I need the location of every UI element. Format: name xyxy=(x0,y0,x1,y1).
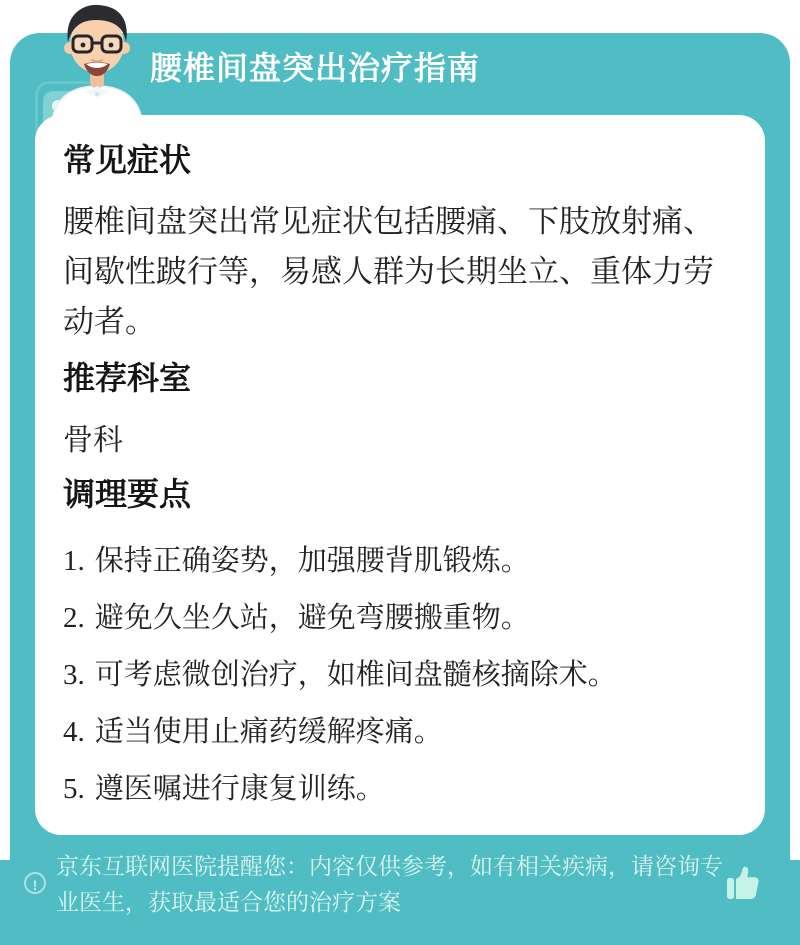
care-points-list xyxy=(63,541,737,809)
list-item xyxy=(63,655,737,695)
list-item-number: 2. xyxy=(63,602,85,634)
content-card xyxy=(35,115,765,835)
info-exclamation-icon: ! xyxy=(24,872,46,894)
list-item xyxy=(63,598,737,638)
section-body-department: 骨科 xyxy=(63,424,123,457)
list-item-number: 3. xyxy=(63,659,85,691)
page-title: 腰椎间盘突出治疗指南 xyxy=(150,50,481,86)
list-item-text: 遵医嘱进行康复训练。 xyxy=(94,773,385,805)
thumbs-up-icon[interactable] xyxy=(724,864,762,902)
section-heading-department: 推荐科室 xyxy=(63,360,192,396)
list-item xyxy=(63,541,737,581)
section-heading-care-points: 调理要点 xyxy=(63,476,192,512)
list-item-number: 5. xyxy=(63,773,85,805)
footer xyxy=(0,840,800,945)
list-item-number: 4. xyxy=(63,716,85,748)
list-item xyxy=(63,712,737,752)
list-item xyxy=(63,769,737,809)
footer-disclaimer: 京东互联网医院提醒您：内容仅供参考，如有相关疾病，请咨询专业医生，获取最适合您的治疗方案 xyxy=(56,853,723,915)
list-item-text: 适当使用止痛药缓解疼痛。 xyxy=(94,716,443,748)
list-item-text: 避免久坐久站，避免弯腰搬重物。 xyxy=(94,602,530,634)
list-item-number: 1. xyxy=(63,545,85,577)
section-body-symptoms: 腰椎间盘突出常见症状包括腰痛、下肢放射痛、间歇性跛行等，易感人群为长期坐立、重体力劳动者。 xyxy=(63,204,714,339)
section-heading-symptoms: 常见症状 xyxy=(63,142,192,178)
list-item-text: 保持正确姿势，加强腰背肌锻炼。 xyxy=(94,545,530,577)
list-item-text: 可考虑微创治疗，如椎间盘髓核摘除术。 xyxy=(94,659,617,691)
doctor-avatar xyxy=(46,2,148,120)
